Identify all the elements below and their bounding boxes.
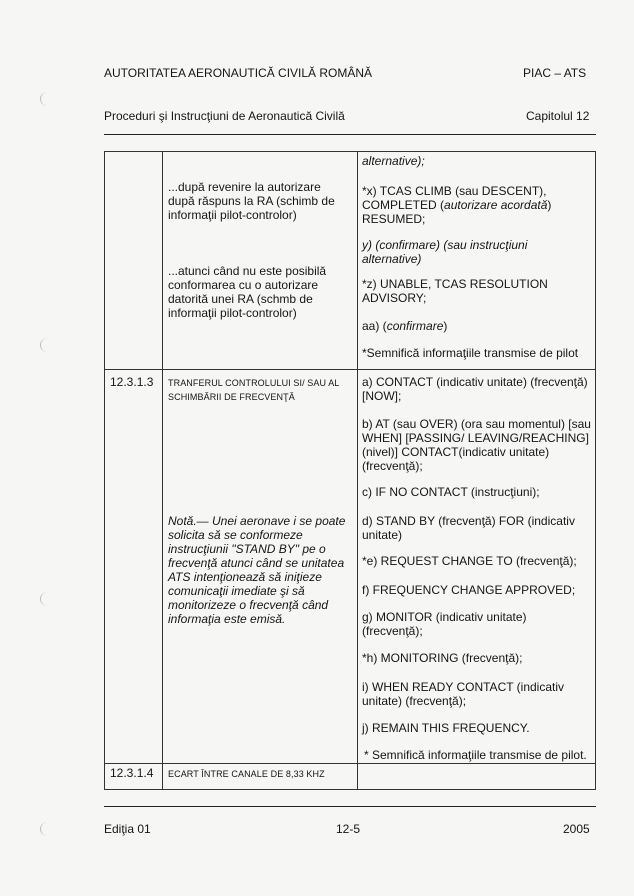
row1-alt-cont: alternative); (362, 154, 425, 168)
row2-pilot-note: * Semnifică informaţiile transmise de pilot. (364, 748, 587, 762)
header-code: PIAC – ATS (523, 66, 587, 80)
row1-item-y: y) (confirmare) (sau instrucţiuni alternative) (362, 238, 528, 266)
row2-item-g: g) MONITOR (indicativ unitate) (frecvenţă); (362, 610, 527, 638)
row2-item-j: j) REMAIN THIS FREQUENCY. (362, 721, 530, 735)
row2-number: 12.3.1.3 (110, 375, 154, 389)
header-subtitle: Proceduri şi Instrucţiuni de Aeronautică Civilă (104, 109, 345, 123)
row2-item-h: *h) MONITORING (frecvenţă); (362, 651, 523, 665)
row1-aa-pre: aa) ( (362, 319, 387, 333)
row-divider-2 (105, 763, 595, 764)
row2-item-a: a) CONTACT (indicativ unitate) (frecvenţă) [NOW]; (362, 375, 588, 403)
row2-item-e: *e) REQUEST CHANGE TO (frecvenţă); (362, 554, 577, 568)
row2-item-d: d) STAND BY (frecvenţă) FOR (indicativ unitate) (362, 514, 575, 542)
col-divider-1 (162, 152, 163, 789)
binder-hole-lower (40, 592, 55, 606)
row2-item-i: i) WHEN READY CONTACT (indicativ unitate) (frecvenţă); (362, 680, 565, 708)
binder-hole-top (40, 92, 55, 106)
footer-year: 2005 (563, 822, 590, 836)
row1-mid-unable: ...atunci când nu este posibilă conformarea cu o autorizare datorită unei RA (schmb de informaţii pilot-controlor) (168, 264, 327, 320)
header-chapter: Capitolul 12 (526, 109, 590, 123)
row2-item-f: f) FREQUENCY CHANGE APPROVED; (362, 583, 576, 597)
binder-hole-bottom (40, 822, 55, 836)
row-divider-1 (105, 369, 595, 370)
row1-x-pre: *x) TCAS CLIMB (sau DESCENT), COMPLETED ( (362, 184, 547, 212)
row2-item-b: b) AT (sau OVER) (ora sau momentul) [sau WHEN] [PASSING/ LEAVING/REACHING] (nivel)] CONTACT(indicativ unitate) (frecvenţă); (362, 417, 591, 473)
footer-rule (104, 806, 596, 807)
row2-title: TRANFERUL CONTROLULUI SI/ SAU AL SCHIMBĂRII DE FRECVENŢĂ (168, 378, 340, 402)
col-divider-2 (357, 152, 358, 789)
row1-mid-after-ra: ...după revenire la autorizare după răspuns la RA (schimb de informaţii pilot-controlor) (168, 180, 335, 222)
row2-item-c: c) IF NO CONTACT (instrucţiuni); (362, 485, 540, 499)
row1-item-aa (362, 319, 592, 333)
row1-item-z: *z) UNABLE, TCAS RESOLUTION ADVISORY; (362, 277, 548, 305)
binder-hole-upper (40, 338, 55, 352)
row1-x-it: autorizare acordată (444, 198, 548, 212)
row3-number: 12.3.1.4 (110, 766, 154, 780)
row2-note: Notă.— Unei aeronave i se poate solicita să se conformeze instrucţiunii "STAND BY" pe o frecvenţă atunci când se unitatea ATS intenţionează să iniţieze comunicaţii imediate şi să monitorizeze o frecvenţă când informaţia este emisă. (168, 514, 346, 626)
header-org: AUTORITATEA AERONAUTICĂ CIVILĂ ROMÂNĂ (104, 66, 373, 80)
row1-aa-post: ) (443, 319, 448, 333)
footer-edition: Ediţia 01 (104, 822, 151, 836)
row1-pilot-note: *Semnifică informaţiile transmise de pilot (362, 346, 579, 360)
row1-item-x (362, 184, 592, 226)
footer-page: 12-5 (336, 822, 361, 836)
phraseology-table (104, 151, 596, 790)
header-rule (104, 134, 596, 135)
row1-x-post: ) RESUMED; (362, 198, 552, 226)
row1-aa-it: confirmare (386, 319, 444, 333)
row3-title: ECART ÎNTRE CANALE DE 8,33 KHZ (168, 769, 325, 779)
